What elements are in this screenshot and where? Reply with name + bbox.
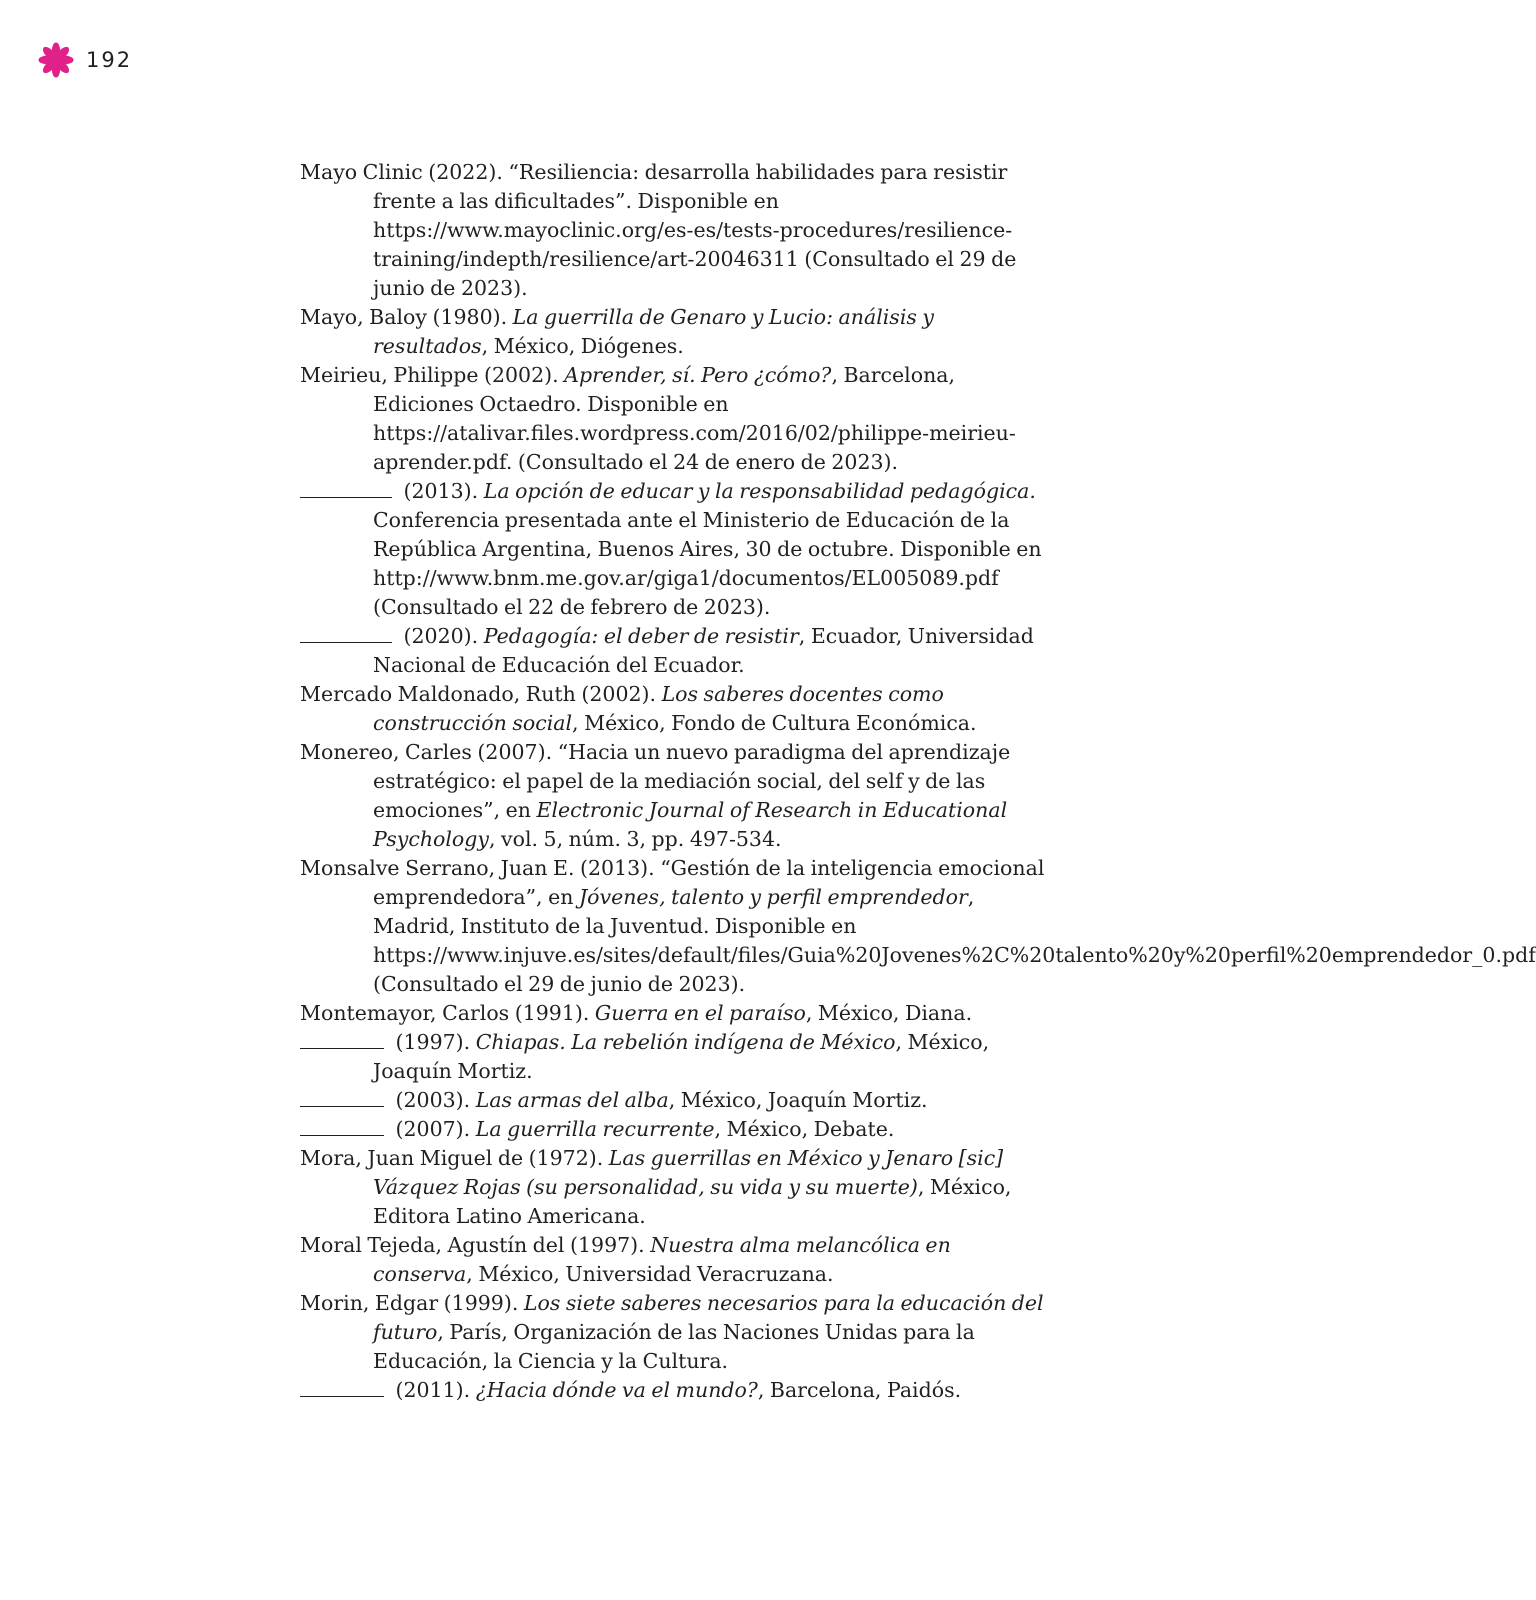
reference-text: , México, Editora Latino Americana. xyxy=(373,1175,1012,1228)
asterisk-icon xyxy=(38,42,74,78)
reference-text: , México, Debate. xyxy=(714,1117,895,1141)
repeat-author-dash xyxy=(300,1378,384,1397)
reference-title: Electronic Journal of Research in Educational Psychology xyxy=(373,798,1008,851)
reference-title: Las armas del alba xyxy=(475,1088,669,1112)
reference-entry xyxy=(300,1289,1045,1376)
reference-text: (2007). xyxy=(390,1117,476,1141)
reference-title: Los saberes docentes como construcción social xyxy=(373,682,944,735)
reference-title: La guerrilla recurrente xyxy=(475,1117,715,1141)
reference-text: , México, Joaquín Mortiz. xyxy=(668,1088,928,1112)
reference-title: ¿Hacia dónde va el mundo? xyxy=(475,1378,758,1402)
repeat-author-dash xyxy=(300,1117,384,1136)
reference-text: , México, Joaquín Mortiz. xyxy=(373,1030,990,1083)
reference-entry xyxy=(300,477,1045,622)
reference-text: Mercado Maldonado, Ruth (2002). xyxy=(300,682,662,706)
reference-text: , Barcelona, Ediciones Octaedro. Disponible en https://atalivar.files.wordpress.com/2016/02/philippe-meirieu-aprender.pdf. (Consultado el 24 de enero de 2023). xyxy=(373,363,1016,474)
reference-entry xyxy=(300,622,1045,680)
reference-text: Meirieu, Philippe (2002). xyxy=(300,363,565,387)
reference-entry xyxy=(300,680,1045,738)
repeat-author-dash xyxy=(300,1088,384,1107)
reference-text: Moral Tejeda, Agustín del (1997). xyxy=(300,1233,651,1257)
reference-entry xyxy=(300,738,1045,854)
reference-text: , México, Diógenes. xyxy=(481,334,684,358)
repeat-author-dash xyxy=(300,624,392,643)
reference-entry xyxy=(300,999,1045,1028)
reference-text: , México, Diana. xyxy=(805,1001,973,1025)
reference-text: (2020). xyxy=(398,624,484,648)
reference-entry xyxy=(300,1376,1045,1405)
reference-list xyxy=(300,158,1536,1405)
reference-text: Morin, Edgar (1999). xyxy=(300,1291,524,1315)
reference-text: (2011). xyxy=(390,1378,476,1402)
page-number: 192 xyxy=(86,48,133,72)
reference-title: La opción de educar y la responsabilidad pedagógica. xyxy=(483,479,1036,503)
reference-text: , vol. 5, núm. 3, pp. 497-534. xyxy=(488,827,782,851)
reference-text: (2013). xyxy=(398,479,484,503)
reference-title: Pedagogía: el deber de resistir xyxy=(483,624,799,648)
reference-title: Guerra en el paraíso xyxy=(594,1001,806,1025)
reference-title: Nuestra alma melancólica en conserva xyxy=(373,1233,951,1286)
reference-text: , Barcelona, Paidós. xyxy=(757,1378,962,1402)
reference-text: , París, Organización de las Naciones Unidas para la Educación, la Ciencia y la Cultura. xyxy=(373,1320,975,1373)
reference-entry xyxy=(300,158,1045,303)
page-header xyxy=(38,42,132,78)
reference-text: , Madrid, Instituto de la Juventud. Disponible en https://www.injuve.es/sites/default/files/Guia%20Jovenes%2C%20talento%20y%20perfil%20emprendedor_0.pdf (Consultado el 29 de junio de 2023). xyxy=(373,885,1536,996)
reference-text: , Ecuador, Universidad Nacional de Educación del Ecuador. xyxy=(373,624,1034,677)
reference-title: Las guerrillas en México y Jenaro [sic] Vázquez Rojas (su personalidad, su vida y su muerte) xyxy=(373,1146,1004,1199)
repeat-author-dash xyxy=(300,1030,384,1049)
reference-entry xyxy=(300,1144,1045,1231)
reference-text: Conferencia presentada ante el Ministerio de Educación de la República Argentina, Buenos Aires, 30 de octubre. Disponible en http://www.bnm.me.gov.ar/giga1/documentos/EL005089.pdf (Consultado el 22 de febrero de 2023). xyxy=(373,508,1042,619)
reference-title: Los siete saberes necesarios para la educación del futuro xyxy=(373,1291,1044,1344)
reference-text: (2003). xyxy=(390,1088,476,1112)
reference-text: Mora, Juan Miguel de (1972). xyxy=(300,1146,609,1170)
repeat-author-dash xyxy=(300,479,392,498)
reference-text: , México, Universidad Veracruzana. xyxy=(466,1262,834,1286)
reference-text: Montemayor, Carlos (1991). xyxy=(300,1001,595,1025)
reference-entry xyxy=(300,361,1045,477)
reference-entry xyxy=(300,854,1536,999)
reference-entry xyxy=(300,1086,1045,1115)
reference-title: Chiapas. La rebelión indígena de México xyxy=(475,1030,896,1054)
reference-title: La guerrilla de Genaro y Lucio: análisis y resultados xyxy=(373,305,935,358)
reference-text: , México, Fondo de Cultura Económica. xyxy=(572,711,977,735)
reference-entry xyxy=(300,1231,1045,1289)
reference-title: Aprender, sí. Pero ¿cómo? xyxy=(564,363,832,387)
reference-text: Mayo Clinic (2022). “Resiliencia: desarrolla habilidades para resistir frente a las dificultades”. Disponible en https://www.mayoclinic.org/es-es/tests-procedures/resilience-training/indepth/resilience/art-20046311 (Consultado el 29 de junio de 2023). xyxy=(300,160,1017,300)
reference-entry xyxy=(300,1028,1045,1086)
reference-title: Jóvenes, talento y perfil emprendedor xyxy=(578,885,968,909)
reference-text: (1997). xyxy=(390,1030,476,1054)
reference-text: Monereo, Carles (2007). “Hacia un nuevo paradigma del aprendizaje estratégico: el papel de la mediación social, del self y de las emociones”, en xyxy=(300,740,1011,822)
reference-entry xyxy=(300,1115,1045,1144)
reference-text: Monsalve Serrano, Juan E. (2013). “Gestión de la inteligencia emocional emprendedora”, en xyxy=(300,856,1045,909)
reference-text: Mayo, Baloy (1980). xyxy=(300,305,513,329)
reference-entry xyxy=(300,303,1045,361)
